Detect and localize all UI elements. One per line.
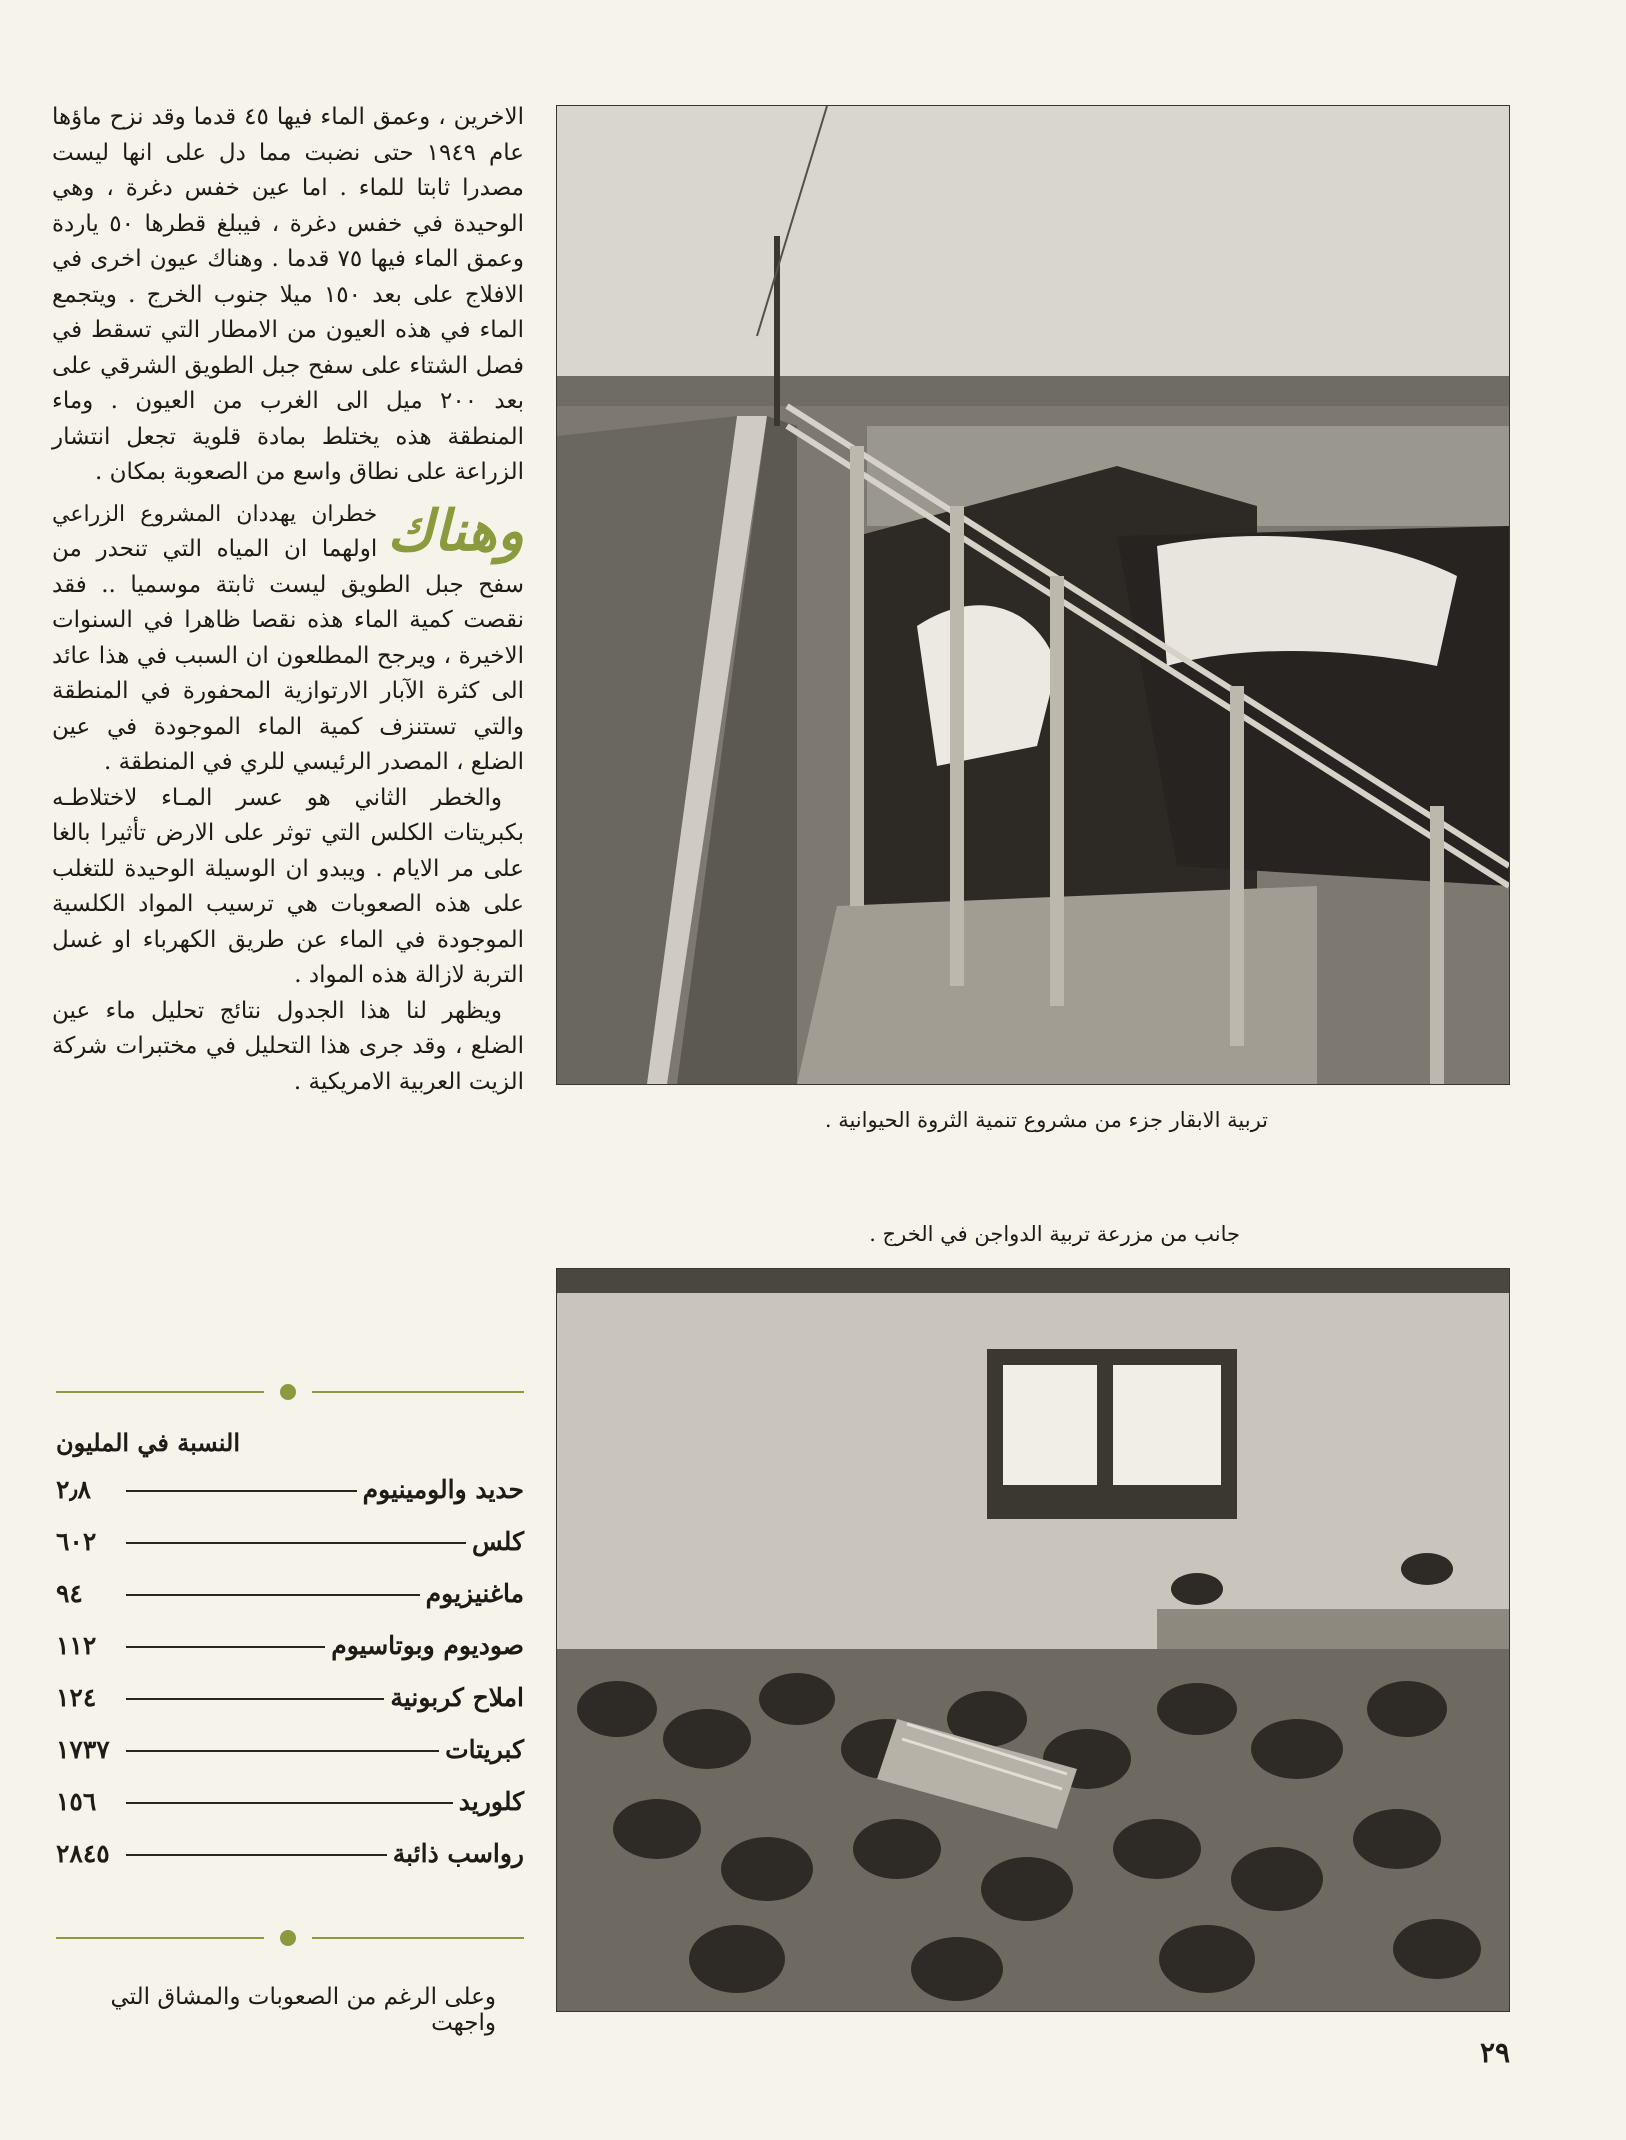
table-row: املاح كربونية ١٢٤ <box>56 1683 524 1712</box>
article-paragraph-3: والخطر الثاني هو عسر المـاء لاختلاطـه بكبريتات الكلس التي توثر على الارض تأثيرا بالغا على مر الايام . ويبدو ان الوسيلة الوحيدة للتغلب على هذه الصعوبات هي ترسيب المواد الكلسية الموجودة في الماء عن طريق الكهرباء او غسل التربة لازالة هذه المواد . <box>52 784 524 988</box>
decorative-initial-word: وهناك <box>387 497 524 564</box>
hunak-lead-text: خطران يهددان المشروع الزراعي <box>52 501 378 527</box>
article-text-column <box>52 100 524 1100</box>
paragraph-2-rest: اولهما ان المياه التي تنحدر من سفح جبل الطويق ليست ثابتة موسميا .. فقد نقصت كمية الماء هذه نقصا ظاهرا في السنوات الاخيرة ، ويرجح المطلعون ان السبب في هذا عائد الى كثرة الآبار الارتوازية المحفورة في المنطقة والتي تستنزف كمية الماء الموجودة في عين الضلع ، المصدر الرئيسي للري في المنطقة . <box>52 536 524 775</box>
table-row: حديد والومينيوم ٢٫٨ <box>56 1475 524 1504</box>
divider-dot <box>280 1930 296 1946</box>
poultry-photo-caption: جانب من مزرعة تربية الدواجن في الخرج . <box>869 1222 1240 1246</box>
cattle-photo-graphic <box>557 106 1509 1084</box>
divider-top <box>56 1382 524 1402</box>
cattle-photo <box>556 105 1510 1085</box>
table-row: ماغنيزيوم ٩٤ <box>56 1579 524 1608</box>
divider-dot <box>280 1384 296 1400</box>
table-row: رواسب ذائبة ٢٨٤٥ <box>56 1839 524 1868</box>
table-row: صوديوم وبوتاسيوم ١١٢ <box>56 1631 524 1660</box>
table-row: كلس ٦٠٢ <box>56 1527 524 1556</box>
cattle-photo-caption: تربية الابقار جزء من مشروع تنمية الثروة الحيوانية . <box>824 1108 1268 1132</box>
table-header: النسبة في المليون <box>56 1428 240 1457</box>
continuation-line: وعلى الرغم من الصعوبات والمشاق التي واجهت <box>110 1984 496 2036</box>
article-paragraph-2 <box>52 497 524 781</box>
article-paragraph-1: الاخرين ، وعمق الماء فيها ٤٥ قدما وقد نزح ماؤها عام ١٩٤٩ حتى نضبت مما دل على انها ليست مصدرا ثابتا للماء . اما عين خفس دغرة ، وهي الوحيدة في خفس دغرة ، فيبلغ قطرها ٥٠ ياردة وعمق الماء فيها ٧٥ قدما . وهناك عيون اخرى في الافلاج على بعد ١٥٠ ميلا جنوب الخرج . ويتجمع الماء في هذه العيون من الامطار التي تسقط في فصل الشتاء على سفح جبل الطويق الشرقي على بعد ٢٠٠ ميل الى الغرب من العيون . وماء المنطقة هذه يختلط بمادة قلوية تجعل انتشار الزراعة على نطاق واسع من الصعوبة بمكان . <box>52 104 525 485</box>
water-analysis-table <box>56 1428 524 1891</box>
poultry-photo <box>556 1268 1510 2012</box>
article-paragraph-4: ويظهر لنا هذا الجدول نتائج تحليل ماء عين الضلع ، وقد جرى هذا التحليل في مختبرات شركة الزيت العربية الامريكية . <box>52 997 524 1095</box>
poultry-photo-graphic <box>557 1269 1509 2011</box>
page-number: ٢٩ <box>1480 2036 1511 2069</box>
table-row: كبريتات ١٧٣٧ <box>56 1735 524 1764</box>
table-row: كلوريد ١٥٦ <box>56 1787 524 1816</box>
divider-bottom <box>56 1928 524 1948</box>
